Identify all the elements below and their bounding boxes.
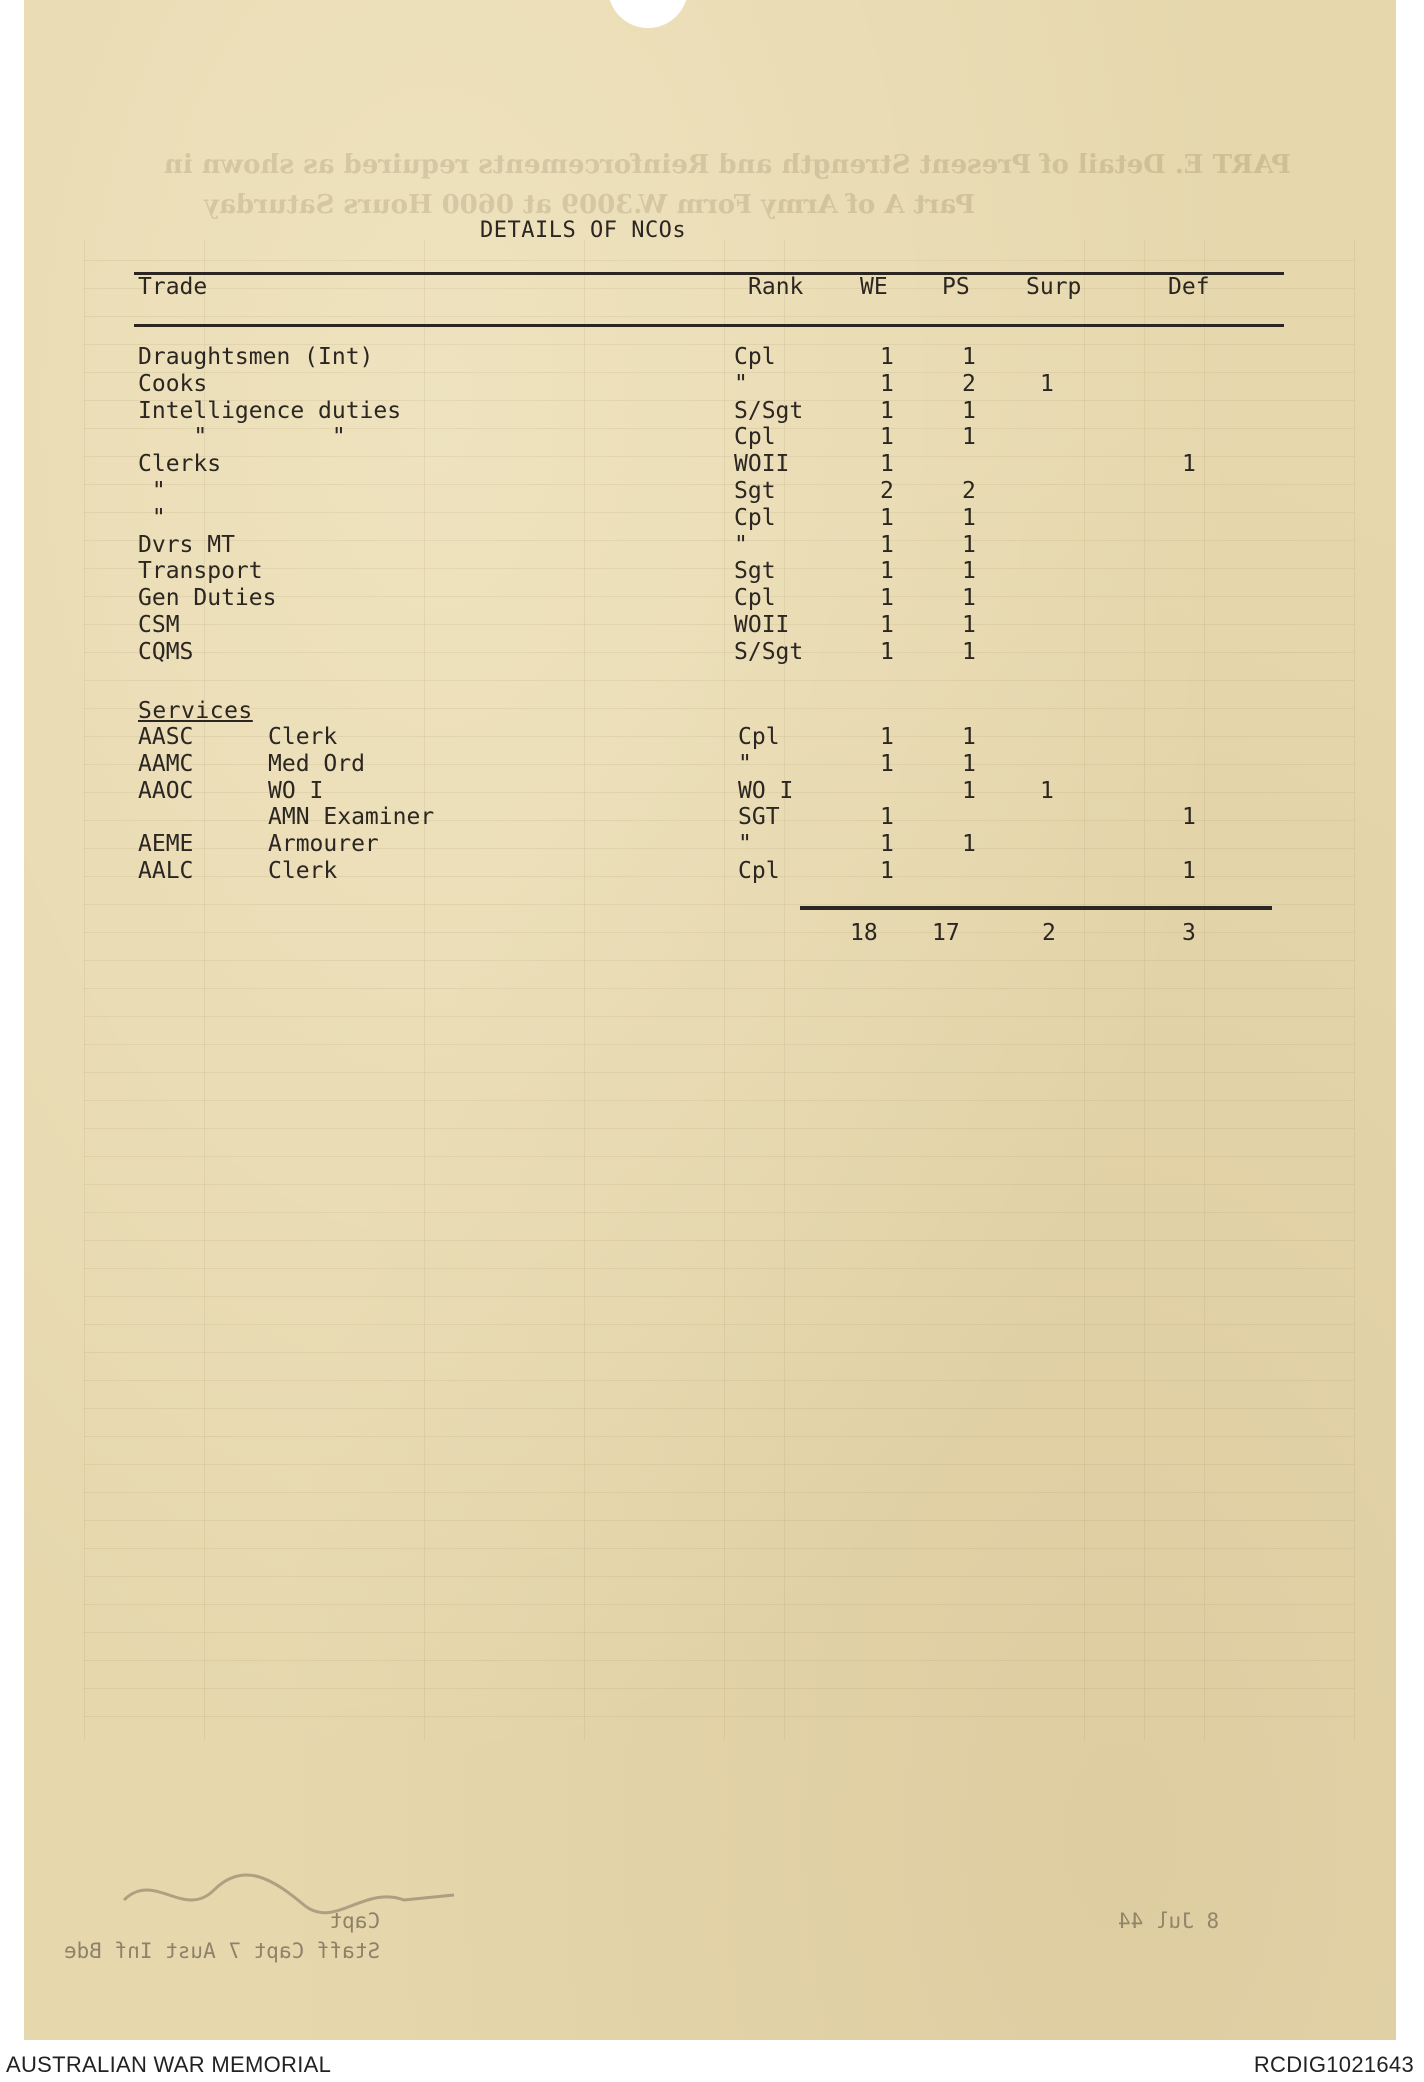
reverse-grid-line	[84, 1184, 1354, 1185]
signature-line-2: Staff Capt 7 Aust Inf Bde	[64, 1939, 381, 1963]
cell-trade: Armourer	[268, 831, 379, 858]
cell-trade: Cooks	[138, 370, 208, 397]
reverse-grid-line	[84, 988, 1354, 989]
reverse-grid-line	[84, 960, 1354, 961]
cell-ps: 1	[962, 424, 976, 451]
reverse-grid-line	[84, 1268, 1354, 1269]
table-row	[24, 344, 1396, 371]
reverse-grid-line	[84, 1632, 1354, 1633]
cell-we: 1	[880, 397, 894, 424]
col-header-surp: Surp	[1026, 274, 1082, 300]
cell-trade: Draughtsmen (Int)	[138, 344, 374, 370]
cell-we: 1	[880, 558, 894, 585]
reverse-grid-line	[84, 1296, 1354, 1297]
reverse-grid-line	[84, 1604, 1354, 1605]
services-row	[24, 804, 1396, 831]
cell-trade: AMN Examiner	[268, 804, 435, 831]
table-row	[24, 639, 1396, 666]
cell-trade: Clerks	[138, 451, 222, 478]
signature-line-1: Capt	[329, 1909, 381, 1933]
cell-corps: AALC	[138, 858, 194, 884]
cell-we: 1	[880, 451, 894, 478]
cell-trade: Intelligence duties	[138, 397, 402, 424]
services-row	[24, 778, 1396, 805]
cell-corps: AAMC	[138, 750, 194, 777]
reverse-grid-line	[84, 1464, 1354, 1465]
reverse-side-text: PART E. Detail of Present Strength and Reinforcements required as shown in	[164, 150, 1292, 180]
page-title: DETAILS OF NCOs	[480, 218, 687, 243]
reverse-grid-line	[84, 1240, 1354, 1241]
col-header-def: Def	[1168, 274, 1210, 300]
cell-we: 2	[880, 478, 894, 504]
archive-footer	[0, 2044, 1424, 2082]
total-surp: 2	[1042, 920, 1056, 946]
reverse-grid-line	[84, 1100, 1354, 1101]
reverse-grid-line	[84, 1408, 1354, 1409]
cell-rank: "	[738, 831, 752, 858]
table-row	[24, 612, 1396, 639]
cell-we: 1	[880, 531, 894, 558]
reverse-grid-line	[84, 1212, 1354, 1213]
cell-we: 1	[880, 750, 894, 777]
cell-rank: S/Sgt	[734, 638, 804, 665]
total-ps: 17	[932, 920, 960, 946]
cell-we: 1	[880, 585, 894, 612]
cell-rank: Sgt	[734, 558, 776, 585]
cell-we: 1	[880, 612, 894, 638]
footer-institution: AUSTRALIAN WAR MEMORIAL	[6, 2052, 332, 2077]
cell-ps: 1	[962, 777, 976, 804]
cell-we: 1	[880, 424, 894, 451]
cell-trade: WO I	[268, 777, 324, 804]
cell-rank: Cpl	[734, 504, 776, 531]
header-rule-bottom	[134, 324, 1284, 327]
cell-we: 1	[880, 504, 894, 531]
cell-ps: 1	[962, 831, 976, 858]
services-row	[24, 831, 1396, 858]
reverse-grid-line	[84, 904, 1354, 905]
col-header-we: WE	[860, 274, 888, 300]
reverse-side-text: Part A of Army Form W.3009 at 0600 Hours Saturday	[204, 190, 975, 220]
cell-trade: Dvrs MT	[138, 531, 235, 558]
cell-trade: Transport	[138, 558, 263, 585]
cell-ps: 1	[962, 504, 976, 531]
cell-rank: Cpl	[734, 344, 776, 370]
table-row	[24, 585, 1396, 612]
cell-trade: "	[138, 478, 166, 504]
cell-rank: S/Sgt	[734, 397, 804, 424]
reverse-grid-line	[84, 1156, 1354, 1157]
cell-rank: WOII	[734, 612, 790, 638]
cell-trade: "	[138, 504, 166, 531]
totals-row	[24, 920, 1396, 947]
reverse-grid-line	[84, 1576, 1354, 1577]
reverse-grid-line	[84, 1688, 1354, 1689]
footer-record-id: RCDIG1021643	[1253, 2052, 1414, 2077]
cell-trade: Med Ord	[268, 750, 365, 777]
reverse-grid-line	[84, 680, 1354, 681]
reverse-grid-line	[84, 260, 1354, 261]
table-row	[24, 558, 1396, 585]
cell-rank: Sgt	[734, 478, 776, 504]
total-def: 3	[1182, 920, 1196, 946]
cell-ps: 1	[962, 612, 976, 638]
reverse-grid-line	[84, 1436, 1354, 1437]
dispatch-date: 8 Jul 44	[1118, 1909, 1220, 1933]
table-row	[24, 532, 1396, 559]
cell-rank: Cpl	[738, 858, 780, 884]
total-we: 18	[850, 920, 878, 946]
cell-trade: CSM	[138, 612, 180, 638]
reverse-grid-line	[84, 1380, 1354, 1381]
reverse-grid-line	[84, 316, 1354, 317]
cell-we: 1	[880, 831, 894, 858]
cell-rank: SGT	[738, 804, 780, 831]
reverse-grid-line	[84, 1660, 1354, 1661]
cell-we: 1	[880, 638, 894, 665]
reverse-grid-line	[84, 1324, 1354, 1325]
cell-ps: 1	[962, 558, 976, 585]
table-row	[24, 398, 1396, 425]
reverse-grid-line	[84, 1128, 1354, 1129]
reverse-grid-line	[84, 288, 1354, 289]
cell-def: 1	[1182, 858, 1196, 884]
cell-we: 1	[880, 724, 894, 750]
reverse-grid-line	[84, 1072, 1354, 1073]
cell-rank: Cpl	[734, 585, 776, 612]
cell-rank: Cpl	[738, 724, 780, 750]
reverse-grid-line	[84, 1044, 1354, 1045]
cell-rank: "	[734, 531, 748, 558]
cell-trade: " "	[138, 424, 346, 451]
cell-ps: 1	[962, 585, 976, 612]
cell-we: 1	[880, 344, 894, 370]
cell-ps: 1	[962, 724, 976, 750]
document-sheet	[24, 0, 1396, 2040]
col-header-trade: Trade	[138, 274, 208, 300]
table-row	[24, 505, 1396, 532]
cell-surp: 1	[1040, 777, 1054, 804]
services-row	[24, 751, 1396, 778]
cell-corps: AEME	[138, 831, 194, 858]
reverse-grid-line	[84, 1520, 1354, 1521]
cell-we: 1	[880, 370, 894, 397]
cell-ps: 2	[962, 478, 976, 504]
cell-we: 1	[880, 804, 894, 831]
cell-def: 1	[1182, 804, 1196, 831]
paper-notch	[608, 0, 688, 28]
cell-ps: 1	[962, 344, 976, 370]
cell-trade: Clerk	[268, 858, 338, 884]
cell-ps: 1	[962, 397, 976, 424]
cell-rank: "	[738, 750, 752, 777]
table-row	[24, 424, 1396, 451]
cell-rank: WO I	[738, 777, 794, 804]
cell-we: 1	[880, 858, 894, 884]
cell-trade: CQMS	[138, 638, 194, 665]
cell-rank: Cpl	[734, 424, 776, 451]
signature-block	[64, 1906, 380, 1966]
cell-ps: 1	[962, 531, 976, 558]
services-row	[24, 724, 1396, 751]
cell-corps: AAOC	[138, 777, 194, 804]
col-header-rank: Rank	[748, 274, 804, 300]
cell-rank: WOII	[734, 451, 790, 478]
reverse-grid-line	[84, 1352, 1354, 1353]
table-row	[24, 371, 1396, 398]
cell-ps: 2	[962, 370, 976, 397]
header-rule-top	[134, 272, 1284, 275]
cell-surp: 1	[1040, 370, 1054, 397]
reverse-grid-line	[84, 1716, 1354, 1717]
cell-trade: Clerk	[268, 724, 338, 750]
cell-def: 1	[1182, 451, 1196, 478]
services-row	[24, 858, 1396, 885]
table-row	[24, 478, 1396, 505]
col-header-ps: PS	[942, 274, 970, 300]
cell-corps: AASC	[138, 724, 194, 750]
cell-rank: "	[734, 370, 748, 397]
reverse-grid-line	[84, 1492, 1354, 1493]
table-row	[24, 451, 1396, 478]
totals-rule	[800, 906, 1272, 910]
cell-trade: Gen Duties	[138, 585, 277, 612]
reverse-grid-line	[84, 708, 1354, 709]
reverse-grid-line	[84, 1548, 1354, 1549]
cell-ps: 1	[962, 638, 976, 665]
services-heading: Services	[138, 698, 253, 724]
cell-ps: 1	[962, 750, 976, 777]
reverse-grid-line	[84, 1016, 1354, 1017]
